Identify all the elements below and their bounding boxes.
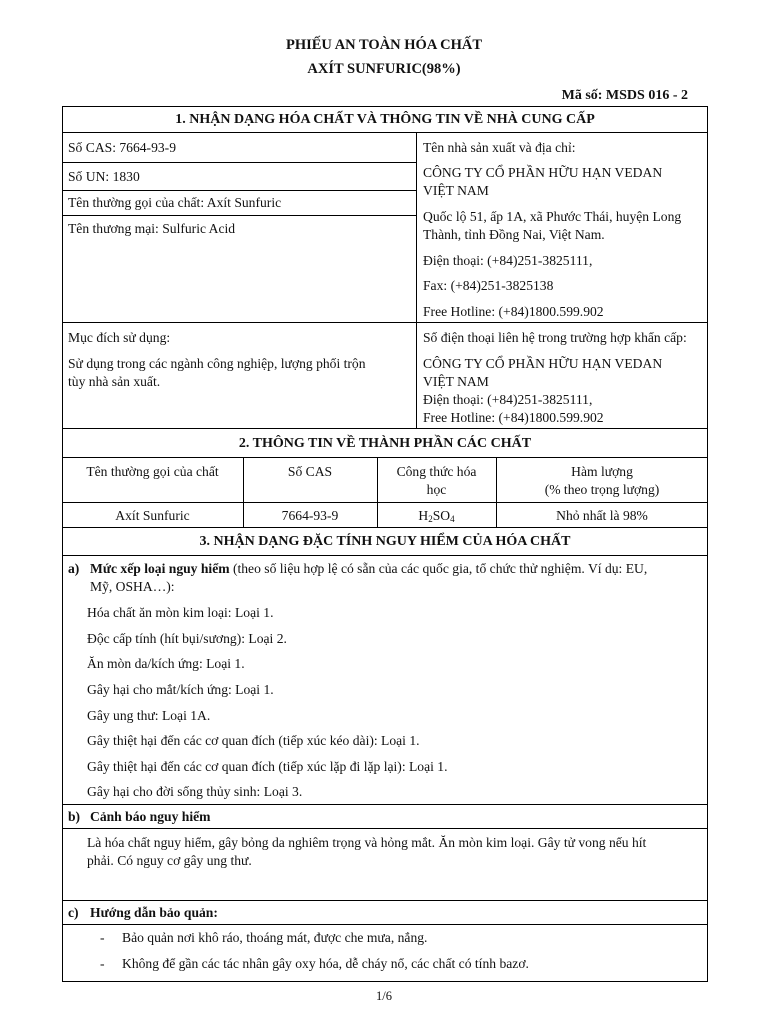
divider (62, 502, 708, 503)
document-subtitle: AXÍT SUNFURIC(98%) (307, 61, 461, 77)
divider (62, 527, 708, 528)
table-cell-formula: $H_2SO_4$ (418, 508, 455, 524)
hazard-item: Gây ung thư: Loại 1A. (87, 708, 211, 723)
bullet-dash: - (100, 930, 105, 945)
purpose-text: tùy nhà sản xuất. (68, 374, 161, 389)
supplier-phone: Điện thoại: (+84)251-3825111, (423, 253, 593, 268)
section-3-title: 3. NHẬN DẠNG ĐẶC TÍNH NGUY HIỂM CỦA HÓA CHẤT (199, 534, 571, 549)
divider (62, 322, 708, 323)
column-divider (416, 132, 417, 428)
divider (62, 215, 416, 216)
divider (62, 924, 708, 925)
bullet-dash: - (100, 956, 105, 971)
cas-number: Số CAS: 7664-93-9 (68, 140, 177, 155)
emergency-name: VIỆT NAM (423, 374, 489, 389)
purpose-label: Mục đích sử dụng: (68, 330, 171, 345)
supplier-name: VIỆT NAM (423, 183, 489, 198)
emergency-hotline: Free Hotline: (+84)1800.599.902 (423, 410, 604, 425)
table-cell-content: Nhỏ nhất là 98% (556, 508, 648, 523)
item-a-text: Mỹ, OSHA…): (90, 579, 175, 594)
storage-item: Bảo quản nơi khô ráo, thoáng mát, được che mưa, nắng. (122, 930, 428, 945)
hazard-item: Gây hại cho đời sống thủy sinh: Loại 3. (87, 784, 303, 799)
table-header-formula: Công thức hóa (396, 464, 477, 479)
table-header-cas: Số CAS (287, 464, 333, 479)
warning-text: phải. Có nguy cơ gây ung thư. (87, 853, 252, 868)
supplier-label: Tên nhà sản xuất và địa chỉ: (423, 140, 576, 155)
item-c-marker: c) (68, 905, 79, 920)
divider (62, 457, 708, 458)
divider (62, 428, 708, 429)
divider (62, 804, 708, 805)
item-b-label: Cảnh báo nguy hiểm (90, 809, 211, 824)
common-name: Tên thường gọi của chất: Axít Sunfuric (68, 195, 282, 210)
purpose-text: Sử dụng trong các ngành công nghiệp, lượng phối trộn (68, 356, 366, 371)
supplier-name: CÔNG TY CỔ PHẦN HỮU HẠN VEDAN (423, 165, 663, 180)
supplier-hotline: Free Hotline: (+84)1800.599.902 (423, 304, 604, 319)
supplier-address: Quốc lộ 51, ấp 1A, xã Phước Thái, huyện Long (423, 209, 682, 224)
emergency-phone: Điện thoại: (+84)251-3825111, (423, 392, 593, 407)
hazard-item: Độc cấp tính (hít bụi/sương): Loại 2. (87, 631, 287, 646)
item-a-marker: a) (68, 561, 80, 576)
table-header-content: (% theo trọng lượng) (544, 482, 660, 497)
table-header-name: Tên thường gọi của chất (86, 464, 219, 479)
warning-text: Là hóa chất nguy hiểm, gây bỏng da nghiêm trọng và hỏng mắt. Ăn mòn kim loại. Gây tử vong nếu hít (87, 835, 647, 850)
section-1-title: 1. NHẬN DẠNG HÓA CHẤT VÀ THÔNG TIN VỀ NHÀ CUNG CẤP (175, 112, 595, 127)
divider (62, 828, 708, 829)
document-title: PHIẾU AN TOÀN HÓA CHẤT (285, 37, 483, 53)
section-2-title: 2. THÔNG TIN VỀ THÀNH PHẦN CÁC CHẤT (238, 436, 532, 451)
storage-item: Không để gần các tác nhân gây oxy hóa, dễ cháy nổ, các chất có tính bazơ. (122, 956, 529, 971)
divider (62, 555, 708, 556)
table-cell-name: Axít Sunfuric (115, 508, 190, 523)
supplier-address: Thành, tỉnh Đồng Nai, Việt Nam. (423, 227, 605, 242)
table-header-formula: học (426, 482, 447, 497)
hazard-item: Gây thiệt hại đến các cơ quan đích (tiếp xúc lặp đi lặp lại): Loại 1. (87, 759, 448, 774)
supplier-fax: Fax: (+84)251-3825138 (423, 278, 554, 293)
table-cell-cas: 7664-93-9 (281, 508, 339, 523)
item-b-marker: b) (68, 809, 81, 824)
hazard-item: Gây thiệt hại đến các cơ quan đích (tiếp xúc kéo dài): Loại 1. (87, 733, 420, 748)
document-code: Mã số: MSDS 016 - 2 (561, 88, 688, 103)
emergency-label: Số điện thoại liên hệ trong trường hợp khẩn cấp: (423, 330, 687, 345)
divider (62, 162, 416, 163)
divider (62, 132, 708, 133)
hazard-item: Ăn mòn da/kích ứng: Loại 1. (87, 656, 245, 671)
un-number: Số UN: 1830 (68, 169, 140, 184)
trade-name: Tên thương mại: Sulfuric Acid (68, 221, 236, 236)
item-a-text: Mức xếp loại nguy hiểm (theo số liệu hợp lệ có sẵn của các quốc gia, tổ chức thử nghiệm. Ví dụ: EU, (90, 561, 648, 576)
divider (62, 190, 416, 191)
hazard-item: Hóa chất ăn mòn kim loại: Loại 1. (87, 605, 274, 620)
table-header-content: Hàm lượng (571, 464, 633, 479)
divider (62, 900, 708, 901)
page-number: 1/6 (376, 989, 392, 1003)
hazard-item: Gây hại cho mắt/kích ứng: Loại 1. (87, 682, 274, 697)
emergency-name: CÔNG TY CỔ PHẦN HỮU HẠN VEDAN (423, 356, 663, 371)
item-c-label: Hướng dẫn bảo quản: (90, 905, 218, 920)
